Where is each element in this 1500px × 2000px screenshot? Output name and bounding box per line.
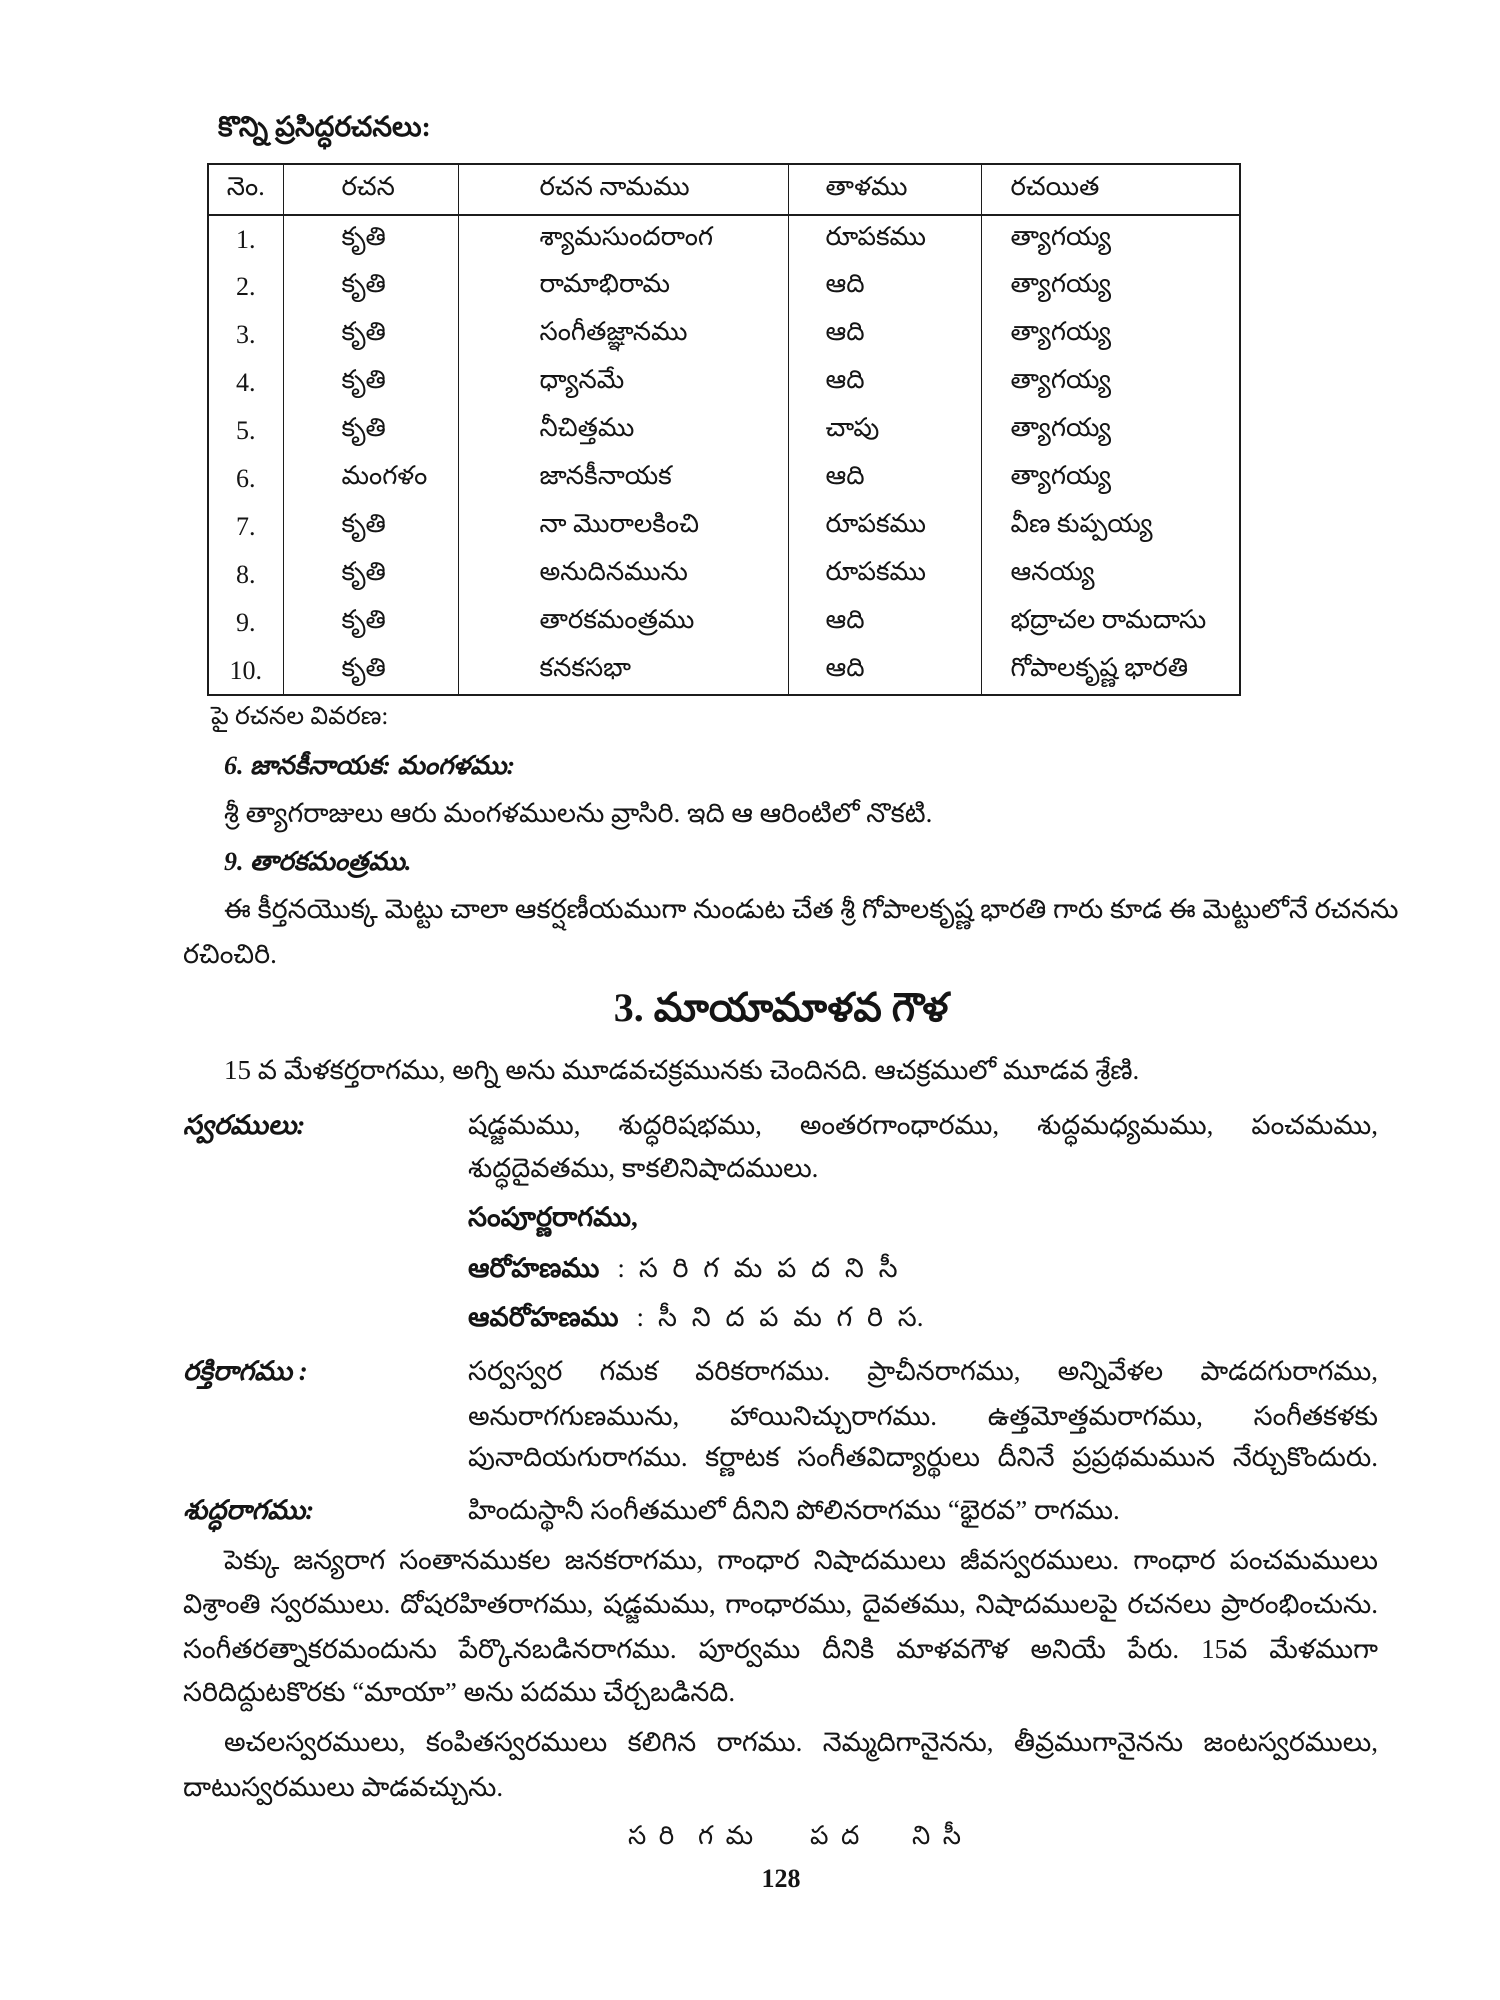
row-number-cell: 9. <box>208 599 283 647</box>
tala-cell: ఆది <box>788 263 981 311</box>
tala-cell: ఆది <box>788 455 981 503</box>
composition-name-cell: శ్యామసుందరాంగ <box>458 215 788 263</box>
table-row <box>208 647 1240 695</box>
shuddha-text: హిందుస్థానీ సంగీతములో దీనిని పోలినరాగము “భైరవ” రాగము. <box>468 1495 1120 1525</box>
composer-cell: ఆనయ్య <box>981 551 1240 599</box>
avarohanam-label: ఆవరోహణము <box>468 1302 619 1332</box>
note-9-line: ఈ కీర్తనయొక్క మెట్టు చాలా ఆకర్షణీయముగా నుండుట చేత శ్రీ గోపాలకృష్ణ భారతి గారు కూడ ఈ మెట్టులోనే రచనను <box>224 894 1399 924</box>
tala-cell: రూపకము <box>788 551 981 599</box>
table-row <box>208 215 1240 263</box>
arohanam-row <box>468 1248 898 1288</box>
composition-type-cell: కృతి <box>283 503 458 551</box>
composition-type-cell: కృతి <box>283 311 458 359</box>
table-row <box>208 311 1240 359</box>
paragraph-line: విశ్రాంతి స్వరములు. దోషరహితరాగము, షడ్జమము, గాంధారము, దైవతము, నిషాదములపై రచనలు ప్రారంభించును. <box>183 1589 1378 1619</box>
composition-name-cell: కనకసభా <box>458 647 788 695</box>
row-number-cell: 4. <box>208 359 283 407</box>
composition-name-cell: నా మొరాలకించి <box>458 503 788 551</box>
compositions-table <box>207 163 1241 696</box>
tala-cell: చాపు <box>788 407 981 455</box>
composition-type-cell: కృతి <box>283 359 458 407</box>
composition-type-cell: కృతి <box>283 407 458 455</box>
arohanam-label: ఆరోహణము <box>468 1253 600 1283</box>
avarohanam-notes: సీ ని ద ప మ గ రి స. <box>658 1302 924 1332</box>
composition-type-cell: కృతి <box>283 551 458 599</box>
composition-name-cell: జానకీనాయక <box>458 455 788 503</box>
scale-note-group: గ మ <box>698 1821 754 1850</box>
note-6-title: 6. జానకీనాయక: మంగళము: <box>224 751 516 780</box>
tala-cell: ఆది <box>788 311 981 359</box>
table-row <box>208 359 1240 407</box>
composition-type-cell: మంగళం <box>283 455 458 503</box>
composer-cell: త్యాగయ్య <box>981 311 1240 359</box>
row-number-cell: 6. <box>208 455 283 503</box>
composition-type-cell: కృతి <box>283 215 458 263</box>
scale-note-group: స రి <box>628 1821 675 1850</box>
tala-cell: రూపకము <box>788 503 981 551</box>
table-row <box>208 407 1240 455</box>
scale-note-group: ని సీ <box>912 1821 962 1850</box>
rakti-label: రక్తిరాగము : <box>183 1356 308 1386</box>
composer-cell: త్యాగయ్య <box>981 455 1240 503</box>
shuddha-label: శుద్ధరాగము: <box>183 1495 315 1525</box>
swaras-line: శుద్ధదైవతము, కాకలినిషాదములు. <box>468 1153 819 1183</box>
row-number-cell: 3. <box>208 311 283 359</box>
composer-cell: త్యాగయ్య <box>981 263 1240 311</box>
page-heading: కొన్ని ప్రసిద్ధరచనలు: <box>218 112 431 143</box>
notes-intro: పై రచనల వివరణ: <box>211 703 389 730</box>
row-number-cell: 8. <box>208 551 283 599</box>
header-number: నెం. <box>208 164 283 215</box>
composition-type-cell: కృతి <box>283 263 458 311</box>
note-9-title: 9. తారకమంత్రము. <box>224 847 412 876</box>
rakti-line: పునాదియగురాగము. కర్ణాటక సంగీతవిద్యార్థులు దీనినే ప్రప్రథమమున నేర్చుకొందురు. <box>468 1442 1378 1472</box>
composition-name-cell: సంగీతజ్ఞానము <box>458 311 788 359</box>
tala-cell: ఆది <box>788 599 981 647</box>
avarohanam-separator: : <box>636 1302 645 1332</box>
arohanam-notes: స రి గ మ ప ద ని సీ <box>638 1253 898 1283</box>
composer-cell: వీణ కుప్పయ్య <box>981 503 1240 551</box>
section-title: 3. మాయామాళవ గౌళ <box>613 985 949 1030</box>
composer-cell: గోపాలకృష్ణ భారతి <box>981 647 1240 695</box>
rakti-line: అనురాగగుణమును, హాయినిచ్చురాగము. ఉత్తమోత్తమరాగము, సంగీతకళకు <box>468 1401 1378 1431</box>
swaras-line: షడ్జమము, శుద్ధరిషభము, అంతరగాంధారము, శుద్ధమధ్యమము, పంచమము, <box>468 1110 1378 1140</box>
table-row <box>208 263 1240 311</box>
note-9-line: రచించిరి. <box>183 939 277 969</box>
header-composition-name: రచన నామము <box>458 164 788 215</box>
table-row <box>208 503 1240 551</box>
swaras-label: స్వరములు: <box>183 1110 306 1140</box>
raga-type: సంపూర్ణరాగము, <box>468 1202 638 1232</box>
row-number-cell: 1. <box>208 215 283 263</box>
tala-cell: ఆది <box>788 647 981 695</box>
composition-type-cell: కృతి <box>283 599 458 647</box>
composer-cell: త్యాగయ్య <box>981 359 1240 407</box>
paragraph-line: సరిదిద్దుటకొరకు “మాయా” అను పదము చేర్చబడినది. <box>183 1677 736 1707</box>
composition-type-cell: కృతి <box>283 647 458 695</box>
page-number: 128 <box>761 1864 801 1893</box>
composition-name-cell: ధ్యానమే <box>458 359 788 407</box>
paragraph-line: అచలస్వరములు, కంపితస్వరములు కలిగిన రాగము. నెమ్మదిగానైనను, తీవ్రముగానైనను జంటస్వరములు, <box>224 1727 1378 1757</box>
section-intro: 15 వ మేళకర్తరాగము, అగ్ని అను మూడవచక్రమునకు చెందినది. ఆచక్రములో మూడవ శ్రేణి. <box>224 1055 1140 1085</box>
table-row <box>208 599 1240 647</box>
composer-cell: త్యాగయ్య <box>981 407 1240 455</box>
tala-cell: ఆది <box>788 359 981 407</box>
scale-note-group: ప ద <box>810 1821 860 1850</box>
table-row <box>208 455 1240 503</box>
tala-cell: రూపకము <box>788 215 981 263</box>
composer-cell: భద్రాచల రామదాసు <box>981 599 1240 647</box>
header-composer: రచయిత <box>981 164 1240 215</box>
composition-name-cell: రామాభిరామ <box>458 263 788 311</box>
table-header-row <box>208 164 1240 215</box>
composer-cell: త్యాగయ్య <box>981 215 1240 263</box>
table-row <box>208 551 1240 599</box>
composition-name-cell: అనుదినమును <box>458 551 788 599</box>
avarohanam-row <box>468 1297 924 1337</box>
header-composition-type: రచన <box>283 164 458 215</box>
paragraph-line: పెక్కు జన్యరాగ సంతానముకల జనకరాగము, గాంధార నిషాదములు జీవస్వరములు. గాంధార పంచమములు <box>224 1545 1378 1575</box>
paragraph-line: దాటుస్వరములు పాడవచ్చును. <box>183 1772 504 1802</box>
composition-name-cell: నీచిత్తము <box>458 407 788 455</box>
row-number-cell: 7. <box>208 503 283 551</box>
note-6-text: శ్రీ త్యాగరాజులు ఆరు మంగళములను వ్రాసిరి. ఇది ఆ ఆరింటిలో నొకటి. <box>224 798 933 828</box>
arohanam-separator: : <box>617 1253 625 1283</box>
rakti-line: సర్వస్వర గమక వరికరాగము. ప్రాచీనరాగము, అన్నివేళల పాడదగురాగము, <box>468 1356 1378 1386</box>
row-number-cell: 2. <box>208 263 283 311</box>
composition-name-cell: తారకమంత్రము <box>458 599 788 647</box>
row-number-cell: 5. <box>208 407 283 455</box>
row-number-cell: 10. <box>208 647 283 695</box>
header-tala: తాళము <box>788 164 981 215</box>
paragraph-line: సంగీతరత్నాకరమందును పేర్కొనబడినరాగము. పూర్వము దీనికి మాళవగౌళ అనియే పేరు. 15వ మేళముగా <box>183 1634 1378 1664</box>
